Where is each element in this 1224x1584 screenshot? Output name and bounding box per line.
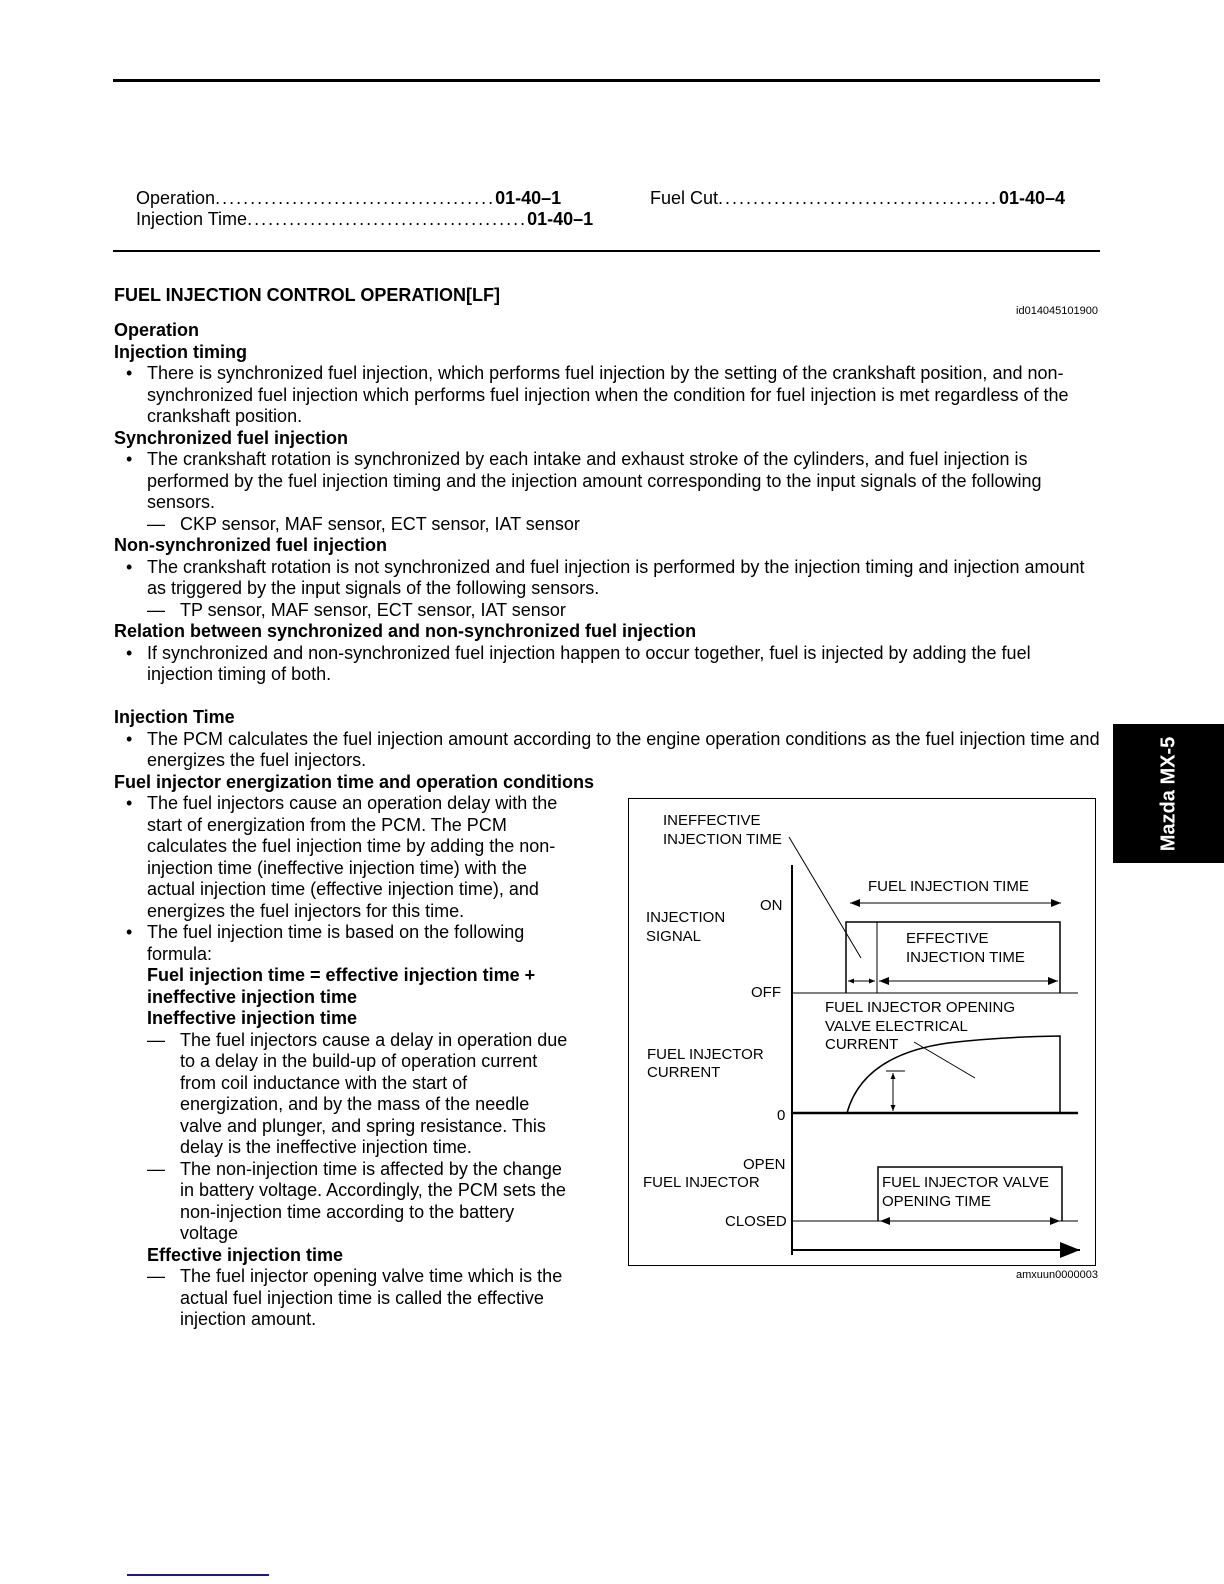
dash-text: The fuel injectors cause a delay in operation due to a delay in the build-up of operation current from coil inductance with the start of energization, and by the mass of the needle valve and plunger, and spring resistance. This delay is the ineffective injection time. [180,1029,568,1157]
dash: — [147,513,165,534]
toc-label: Injection Time [136,209,248,229]
toc-entry-operation[interactable] [136,188,562,209]
toc-right [650,188,1065,209]
footer-link-underline[interactable] [127,1574,269,1576]
heading-injection-time: Injection Time [114,707,235,727]
dash: — [147,1029,165,1050]
label-effective: EFFECTIVE [906,930,989,947]
label-injector-current: FUEL INJECTOR [647,1046,764,1063]
bullet: • If synchronized and non-synchronized fuel injection happen to occur together, fuel is injected by adding the fuel injection timing of both. [114,643,1100,686]
heading-non-synchronized: Non-synchronized fuel injection [114,535,388,555]
label-injector-current: CURRENT [647,1064,721,1081]
toc-page: 01-40–4 [998,188,1065,208]
sensor-list: CKP sensor, MAF sensor, ECT sensor, IAT sensor [180,513,580,534]
toc-entry-fuel-cut[interactable] [650,188,1065,209]
toc-label: Operation [136,188,216,208]
label-ineffective: INEFFECTIVE [663,812,761,829]
label-injection-signal: SIGNAL [646,928,702,945]
dash-text: The fuel injector opening valve time which is the actual fuel injection time is called the effective injection amount. [180,1266,563,1329]
ineffective-leader-line [789,837,861,958]
bullet: • The crankshaft rotation is synchronized by each intake and exhaust stroke of the cylinders, and fuel injection is performed by the fuel injection timing and the injection amount corresponding to the input signals of the following sensors. [114,449,1100,514]
heading-energization: Fuel injector energization time and operation conditions [114,771,595,792]
label-on: ON [760,897,783,914]
dash: — [147,599,165,620]
toc-page: 01-40–1 [527,209,594,229]
document-id: id014045101900 [1016,305,1098,317]
dash-item [114,514,1100,536]
label-open: OPEN [743,1156,786,1173]
top-rule [113,79,1100,82]
label-off: OFF [751,984,781,1001]
opening-current-leader [914,1042,975,1078]
bullet: • The fuel injection time is based on the following formula: [114,922,574,965]
heading-relation: Relation between synchronized and non-synchronized fuel injection [114,621,697,641]
toc-left [136,188,594,230]
sensor-list: TP sensor, MAF sensor, ECT sensor, IAT sensor [180,599,566,620]
label-injection-signal: INJECTION [646,909,726,926]
toc-leader: ........................................ [247,209,528,229]
label-opening-current: CURRENT [825,1036,899,1053]
bullet: • The PCM calculates the fuel injection amount according to the engine operation conditions as the fuel injection time and energizes the fuel injectors. [114,729,1100,772]
dash: — [147,1266,165,1286]
label-fuel-injection-time: FUEL INJECTION TIME [868,878,1029,895]
label-valve-opening-time: FUEL INJECTOR VALVE [882,1174,1049,1191]
dash-item [114,600,1100,622]
label-zero: 0 [777,1107,786,1124]
dash-item [114,1030,574,1159]
dash-item [114,1266,574,1331]
label-opening-current: VALVE ELECTRICAL [825,1018,968,1035]
side-tab-label: Mazda MX-5 [1157,736,1179,851]
dash-item [114,1159,574,1245]
bullet: • The crankshaft rotation is not synchronized and fuel injection is performed by the injection timing and injection amount as triggered by the input signals of the following sensors. [114,557,1100,600]
page-title: FUEL INJECTION CONTROL OPERATION[LF] [114,285,500,305]
side-tab [1113,724,1224,863]
heading-ineffective: Ineffective injection time [147,1008,358,1028]
injection-timing-diagram [628,795,1100,1285]
formula: Fuel injection time = effective injection time + ineffective injection time [147,965,536,1007]
heading-synchronized: Synchronized fuel injection [114,427,349,448]
section-rule [113,250,1100,252]
toc-entry-injection-time[interactable] [136,209,594,230]
toc-label: Fuel Cut [650,188,719,208]
dash-text: The non-injection time is affected by the change in battery voltage. Accordingly, the PCM sets the non-injection time according to the battery voltage [180,1158,566,1243]
label-ineffective: INJECTION TIME [663,831,782,848]
toc-page: 01-40–1 [495,188,562,208]
label-valve-opening-time: OPENING TIME [882,1193,991,1210]
heading-effective: Effective injection time [147,1244,344,1265]
toc-leader: ........................................ [718,188,999,208]
label-effective: INJECTION TIME [906,949,1025,966]
heading-operation: Operation [114,320,200,340]
heading-injection-timing: Injection timing [114,341,247,362]
figure-id: amxuun0000003 [1016,1269,1098,1281]
bullet: • There is synchronized fuel injection, which performs fuel injection by the setting of the crankshaft position, and non-synchronized fuel injection which performs fuel injection when the condition for fuel injection is met regardless of the crankshaft position. [114,363,1100,428]
label-fuel-injector: FUEL INJECTOR [643,1174,760,1191]
label-opening-current: FUEL INJECTOR OPENING [825,999,1016,1016]
dash: — [147,1158,165,1179]
toc-leader: ........................................ [215,188,496,208]
label-closed: CLOSED [725,1213,787,1230]
bullet: • The fuel injectors cause an operation delay with the start of energization from the PCM. The PCM calculates the fuel injection time by adding the non-injection time (ineffective injection time) with the actual injection time (effective injection time), and energizes the fuel injectors for this time. [114,793,574,922]
